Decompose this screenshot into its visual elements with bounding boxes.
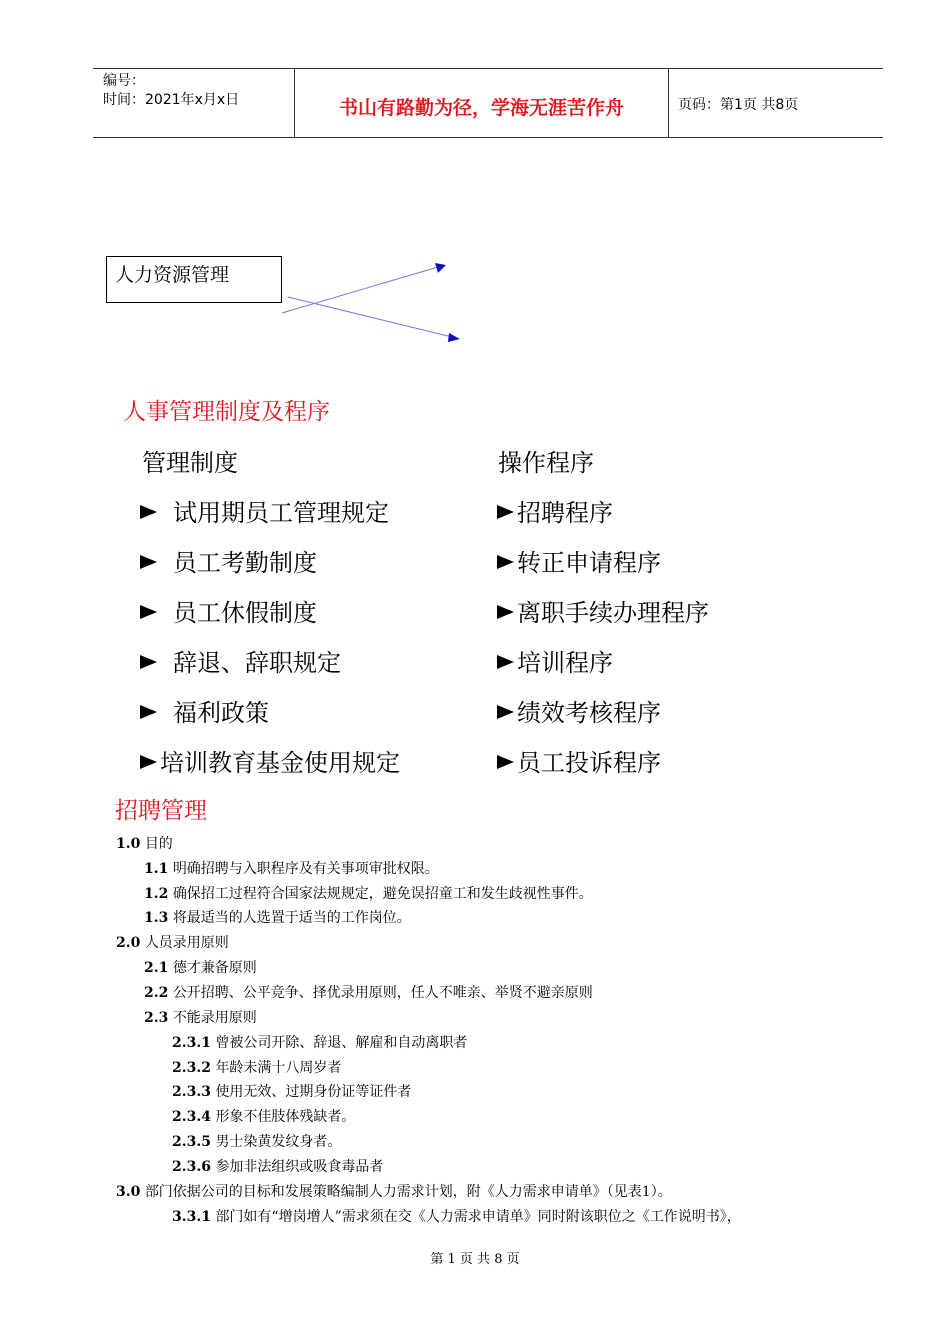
bullet-triangle-icon	[140, 555, 157, 569]
clause-text: 部门如有“增岗增人”需求须在交《人力需求申请单》同时附该职位之《工作说明书》，	[215, 1209, 741, 1225]
clause-text: 使用无效、过期身份证等证件者	[215, 1084, 412, 1100]
clause-text: 明确招聘与入职程序及有关事项审批权限。	[172, 861, 439, 877]
document-number: 编号：	[103, 73, 145, 89]
bullet-triangle-icon	[140, 605, 157, 619]
list-item-label: 辞退、辞职规定	[173, 649, 341, 677]
bullet-triangle-icon	[497, 555, 514, 569]
list-item	[497, 693, 661, 728]
paragraph-line	[116, 932, 229, 952]
header-motto: 书山有路勤为径，学海无涯苦作舟	[338, 97, 624, 119]
paragraph-line	[144, 883, 593, 903]
list-item-label: 试用期员工管理规定	[173, 499, 389, 527]
clause-number: 2.3.4	[172, 1109, 211, 1125]
clause-text: 德才兼备原则	[172, 960, 257, 976]
clause-number: 1.1	[144, 861, 169, 877]
clause-number: 3.3.1	[172, 1209, 211, 1225]
list-item-label: 福利政策	[173, 699, 269, 727]
list-item-label: 员工投诉程序	[517, 749, 661, 777]
paragraph-line	[172, 1081, 411, 1101]
list-item	[497, 593, 709, 628]
clause-number: 2.3.5	[172, 1134, 211, 1150]
clause-number: 1.3	[144, 910, 169, 926]
clause-number: 3.0	[116, 1184, 141, 1200]
clause-text: 确保招工过程符合国家法规规定，避免误招童工和发生歧视性事件。	[172, 886, 593, 902]
clause-text: 参加非法组织或吸食毒品者	[215, 1159, 384, 1175]
paragraph-line	[144, 982, 593, 1002]
bullet-triangle-icon	[140, 705, 157, 719]
column-heading-procedures: 操作程序	[498, 449, 594, 477]
paragraph-line	[116, 1181, 672, 1201]
list-item	[140, 493, 389, 528]
bullet-triangle-icon	[497, 605, 514, 619]
list-item	[140, 743, 400, 778]
arrowhead-upper-icon	[435, 263, 446, 273]
clause-text: 人员录用原则	[144, 935, 229, 951]
list-item	[497, 493, 613, 528]
paragraph-line	[116, 833, 173, 853]
bullet-triangle-icon	[140, 755, 157, 769]
paragraph-line	[172, 1106, 355, 1126]
paragraph-line	[144, 1007, 257, 1027]
paragraph-line	[144, 858, 439, 878]
clause-number: 1.2	[144, 886, 169, 902]
clause-number: 2.3.2	[172, 1060, 211, 1076]
paragraph-line	[172, 1032, 467, 1052]
clause-number: 2.3.3	[172, 1084, 211, 1100]
arrowhead-lower-icon	[448, 333, 460, 342]
paragraph-line	[144, 907, 411, 927]
hr-management-label: 人力资源管理	[115, 264, 230, 286]
clause-number: 2.3.6	[172, 1159, 211, 1175]
list-item-label: 招聘程序	[517, 499, 613, 527]
clause-number: 1.0	[116, 836, 141, 852]
bullet-triangle-icon	[497, 505, 514, 519]
paragraph-line	[172, 1206, 741, 1226]
list-item	[140, 543, 317, 578]
section-title-recruitment: 招聘管理	[115, 798, 207, 824]
arrow-line-upper	[282, 267, 438, 313]
bullet-triangle-icon	[140, 505, 157, 519]
clause-text: 曾被公司开除、辞退、解雇和自动离职者	[215, 1035, 468, 1051]
list-item	[140, 593, 317, 628]
page-footer: 第 1 页 共 8 页	[430, 1252, 520, 1267]
paragraph-line	[172, 1057, 341, 1077]
arrow-line-lower	[288, 297, 452, 337]
clause-text: 目的	[144, 836, 173, 852]
header-page-number: 页码：第1页 共8页	[678, 97, 799, 113]
list-item	[497, 543, 661, 578]
clause-number: 2.3	[144, 1010, 169, 1026]
clause-text: 形象不佳肢体残缺者。	[215, 1109, 356, 1125]
list-item-label: 培训教育基金使用规定	[160, 749, 400, 777]
bullet-triangle-icon	[140, 655, 157, 669]
document-date: 时间：2021年x月x日	[103, 92, 240, 108]
section-title-hr-system: 人事管理制度及程序	[123, 399, 330, 425]
clause-text: 年龄未满十八周岁者	[215, 1060, 342, 1076]
list-item	[497, 743, 661, 778]
column-heading-policies: 管理制度	[142, 449, 238, 477]
list-item-label: 员工考勤制度	[173, 549, 317, 577]
list-item-label: 离职手续办理程序	[517, 599, 709, 627]
clause-text: 公开招聘、公平竞争、择优录用原则，任人不唯亲、举贤不避亲原则	[172, 985, 593, 1001]
paragraph-line	[144, 957, 257, 977]
clause-text: 部门依据公司的目标和发展策略编制人力需求计划，附《人力需求申请单》（见表1）。	[144, 1184, 672, 1200]
list-item	[140, 643, 341, 678]
list-item-label: 培训程序	[517, 649, 613, 677]
list-item	[497, 643, 613, 678]
bullet-triangle-icon	[497, 755, 514, 769]
paragraph-line	[172, 1131, 341, 1151]
clause-text: 男士染黄发纹身者。	[215, 1134, 342, 1150]
paragraph-line	[172, 1156, 383, 1176]
list-item	[140, 693, 269, 728]
clause-number: 2.0	[116, 935, 141, 951]
clause-number: 2.2	[144, 985, 169, 1001]
clause-number: 2.1	[144, 960, 169, 976]
bullet-triangle-icon	[497, 655, 514, 669]
list-item-label: 员工休假制度	[173, 599, 317, 627]
diagram-arrows	[0, 0, 950, 400]
clause-text: 不能录用原则	[172, 1010, 257, 1026]
list-item-label: 转正申请程序	[517, 549, 661, 577]
clause-number: 2.3.1	[172, 1035, 211, 1051]
list-item-label: 绩效考核程序	[517, 699, 661, 727]
bullet-triangle-icon	[497, 705, 514, 719]
clause-text: 将最适当的人选置于适当的工作岗位。	[172, 910, 411, 926]
